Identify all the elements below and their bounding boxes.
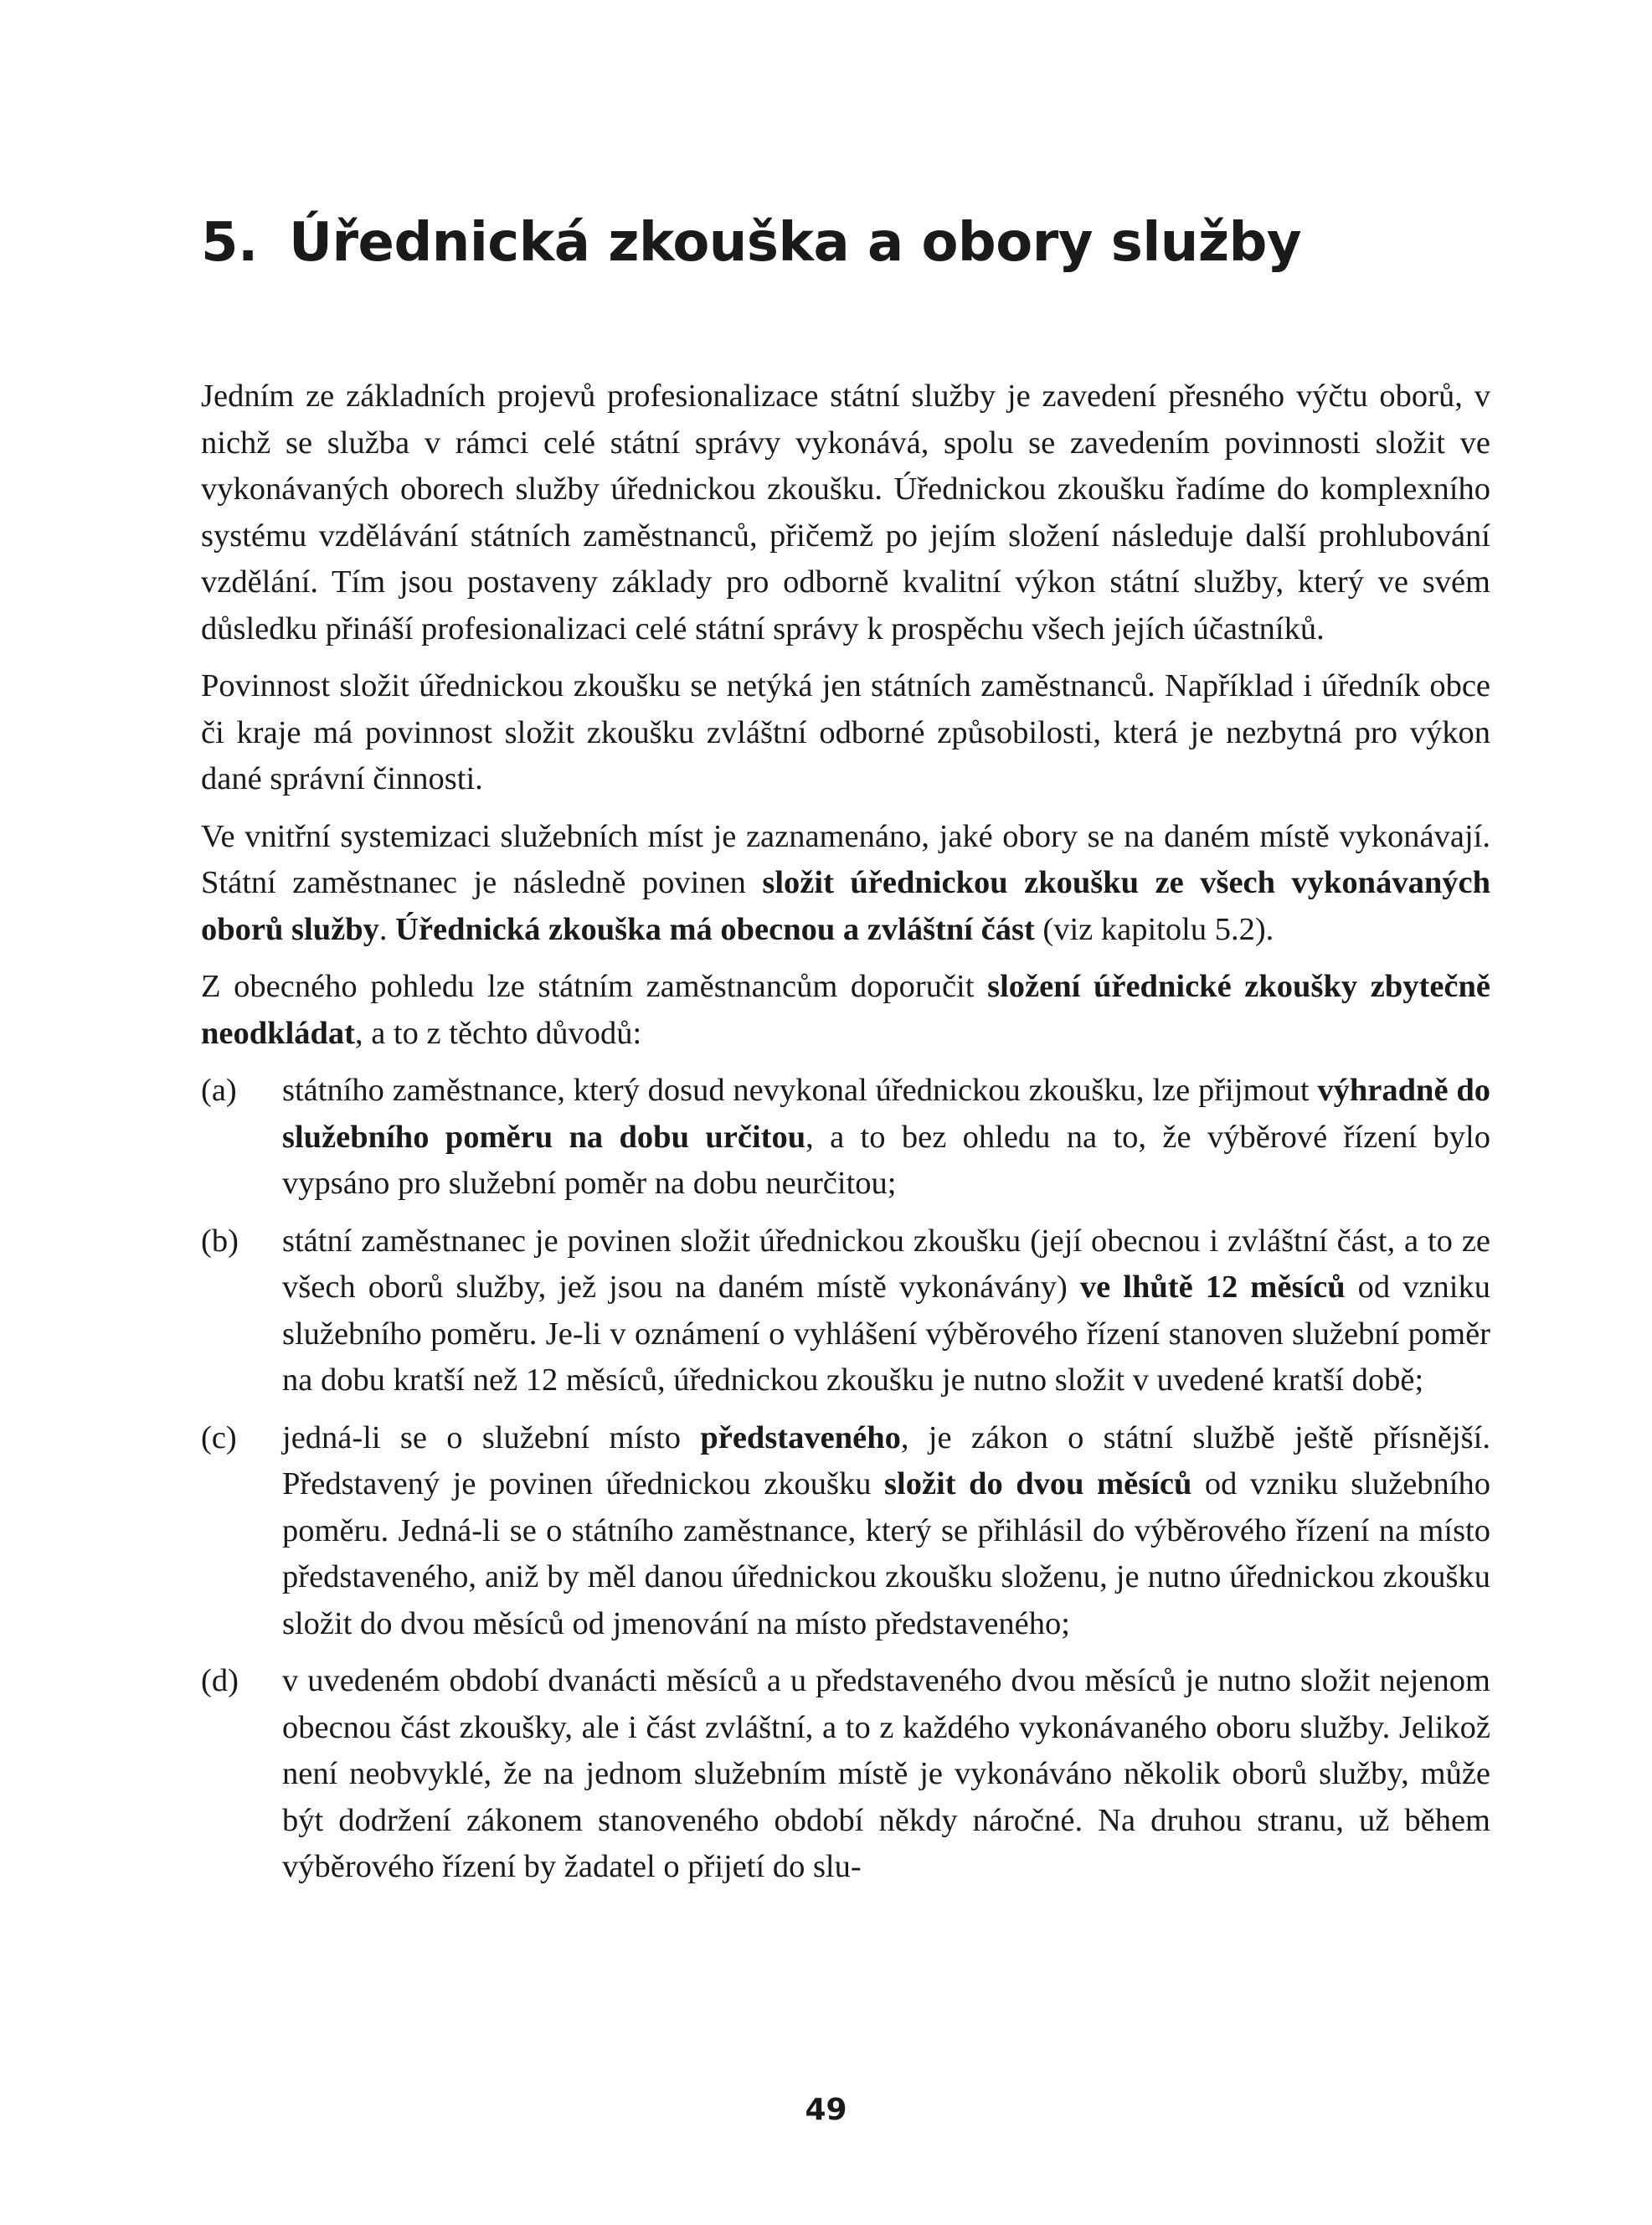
list-item-label: (a) <box>201 1073 237 1108</box>
list-item-text <box>282 1218 1490 1404</box>
chapter-title: Úřednická zkouška a obory služby <box>289 212 1302 274</box>
list-item <box>201 1415 1490 1648</box>
list-item-label: (d) <box>201 1663 239 1698</box>
text-run: . <box>378 911 396 947</box>
body-text <box>201 373 1490 1902</box>
bold-text-run: představeného <box>700 1419 901 1455</box>
text-run: Ve vnitřní systemizaci služebních míst je zaznamenáno, jaké obory se na daném místě vykonávají. Státní zaměstnanec je následně povinen <box>201 818 1490 900</box>
text-run: v uvedeném období dvanácti měsíců a u představeného dvou měsíců je nutno složit nejenom obecnou část zkoušky, ale i část zvláštní, a to z každého vykonávaného oboru služby. Jelikož není neobvyklé, že na jednom služebním místě je vykonáváno několik oborů služby, může být dodržení zákonem stanoveného období někdy náročné. Na druhou stranu, už během výběrového řízení by žadatel o přijetí do slu- <box>282 1663 1490 1884</box>
list-item-label: (b) <box>201 1223 239 1259</box>
list-item <box>201 1658 1490 1891</box>
text-run: státního zaměstnance, který dosud nevykonal úřednickou zkoušku, lze přijmout <box>282 1073 1318 1108</box>
paragraph <box>201 373 1490 652</box>
list-item-text <box>282 1068 1490 1208</box>
list-item-label: (c) <box>201 1419 237 1455</box>
text-run: Z obecného pohledu lze státním zaměstnancům doporučit <box>201 969 988 1004</box>
text-run: od vzniku služebního poměru. Jedná-li se o státního zaměstnance, který se přihlásil do výběrového řízení na místo představeného, aniž by měl danou úřednickou zkoušku složenu, je nutno úřednickou zkoušku složit do dvou měsíců od jmenování na místo představeného; <box>282 1466 1491 1641</box>
bold-text-run: složit do dvou měsíců <box>884 1466 1192 1501</box>
text-run: od vzniku služebního poměru. Je-li v oznámení o vyhlášení výběrového řízení stanoven služební poměr na dobu kratší než 12 měsíců, úřednickou zkoušku je nutno složit v uvedené kratší době; <box>282 1270 1491 1398</box>
bold-text-run: výhradně do služebního poměru na dobu určitou <box>282 1073 1490 1155</box>
chapter-number: 5. <box>201 212 258 274</box>
text-run: , a to bez ohledu na to, že výběrové řízení bylo vypsáno pro služební poměr na dobu neurčitou; <box>282 1119 1490 1201</box>
page-number: 49 <box>805 2093 847 2127</box>
bold-text-run: složení úřednické zkoušky zbytečně neodkládat <box>201 969 1490 1051</box>
text-run: jedná-li se o služební místo <box>282 1419 701 1455</box>
chapter-heading <box>201 209 1301 276</box>
list-item <box>201 1068 1490 1208</box>
list-item-text <box>282 1658 1490 1891</box>
bold-text-run: složit úřednickou zkoušku ze všech vykonávaných oborů služby <box>201 865 1490 947</box>
list-item <box>201 1218 1490 1404</box>
bold-text-run: Úřednická zkouška má obecnou a zvláštní část <box>395 911 1035 947</box>
text-run: státní zaměstnanec je povinen složit úřednickou zkoušku (její obecnou i zvláštní část, a to ze všech oborů služby, jež jsou na daném místě vykonávány) <box>282 1223 1490 1305</box>
text-run: (viz kapitolu 5.2). <box>1034 911 1274 947</box>
paragraph <box>201 663 1490 803</box>
text-run: Povinnost složit úřednickou zkoušku se netýká jen státních zaměstnanců. Například i úředník obce či kraje má povinnost složit zkoušku zvláštní odborné způsobilosti, která je nezbytná pro výkon dané správní činnosti. <box>201 668 1490 796</box>
paragraph <box>201 964 1490 1057</box>
list-item-text <box>282 1415 1490 1648</box>
text-run: , je zákon o státní službě ještě přísnější. Představený je povinen úřednickou zkoušku <box>282 1419 1490 1501</box>
bold-text-run: ve lhůtě 12 měsíců <box>1079 1270 1346 1305</box>
text-run: , a to z těchto důvodů: <box>355 1015 642 1051</box>
paragraph <box>201 814 1490 954</box>
text-run: Jedním ze základních projevů profesionalizace státní služby je zavedení přesného výčtu oborů, v nichž se služba v rámci celé státní správy vykonává, spolu se zavedením povinnosti složit ve vykonávaných oborech služby úřednickou zkoušku. Úřednickou zkoušku řadíme do komplexního systému vzdělávání státních zaměstnanců, přičemž po jejím složení následuje další prohlubování vzdělání. Tím jsou postaveny základy pro odborně kvalitní výkon státní služby, který ve svém důsledku přináší profesionalizaci celé státní správy k prospěchu všech jejích účastníků. <box>201 379 1490 646</box>
